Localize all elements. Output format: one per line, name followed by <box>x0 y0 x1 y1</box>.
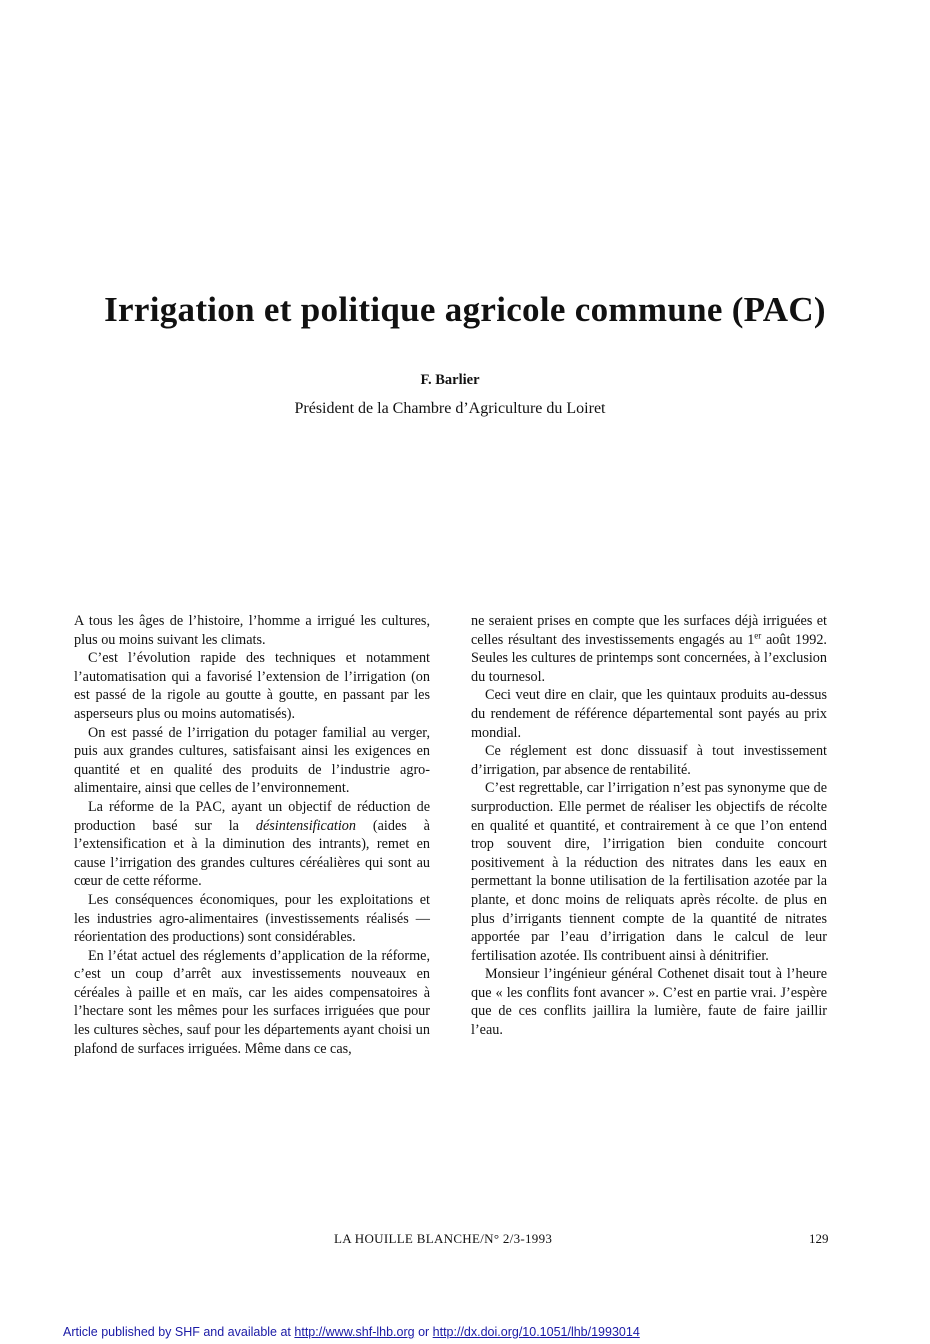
author-name: F. Barlier <box>420 372 480 388</box>
paragraph-text: (aides à l’extensification et à la diminution des intrants), remet en cause l’irrigation des grandes cultures céréalières qui sont au cœur de cette réforme. <box>74 817 430 890</box>
paragraph: Ceci veut dire en clair, que les quintaux produits au-dessus du rendement de référence départemental sont payés au prix mondial. <box>471 687 827 741</box>
superscript: er <box>754 629 762 640</box>
body-column-left <box>74 612 430 1058</box>
shf-lhb-link[interactable]: http://www.shf-lhb.org <box>294 1325 415 1339</box>
paragraph <box>74 798 430 891</box>
paragraph: Monsieur l’ingénieur général Cothenet disait tout à l’heure que « les conflits font avancer ». C’est en partie vrai. J’espère que de ces conflits jaillira la lumière, faute de faire jaillir l’eau. <box>471 966 827 1039</box>
paragraph: C’est l’évolution rapide des techniques et notamment l’automatisation qui a favorisé l’extension de l’irrigation (on est passé de la rigole au goutte à goutte, en passant par les asperseurs plus ou moins automatisés). <box>74 650 430 722</box>
credit-text: Article published by SHF and available at <box>63 1325 295 1339</box>
doi-link[interactable]: http://dx.doi.org/10.1051/lhb/1993014 <box>432 1325 640 1339</box>
emphasis-term: désintensification <box>255 817 356 834</box>
paragraph-text: ne seraient prises en compte que les surfaces déjà irriguées et celles résultant des investissements engagés au 1 <box>471 613 827 648</box>
paragraph <box>471 612 827 686</box>
paragraph: Ce réglement est donc dissuasif à tout investissement d’irrigation, par absence de rentabilité. <box>471 743 827 778</box>
page-number: 129 <box>809 1231 829 1246</box>
credit-text: or <box>414 1325 433 1339</box>
paragraph-text: août 1992. Seules les cultures de printemps sont concernées, à l’exclusion du tournesol. <box>471 631 827 685</box>
article-title: Irrigation et politique agricole commune (PAC) <box>104 290 826 329</box>
paragraph: C’est regrettable, car l’irrigation n’est pas synonyme que de surproduction. Elle permet de réaliser les objectifs de récolte en qualité et quantité, et contrairement à ce que l’on entend trop souvent dire, l’irrigation bien conduite concourt positivement à la réduction des nitrates dans les eaux en permettant la bonne utilisation de la fertilisation azotée par la plante, et donc moins de reliquats après récolte. de plus en plus d’irrigants tiennent compte de la quantité de nitrates apportée par l’eau d’irrigation dans le calcul de leur fertilisation azotée. Ils contribuent ainsi à dénitrifier. <box>471 780 827 964</box>
paragraph: En l’état actuel des réglements d’application de la réforme, c’est un coup d’arrêt aux investissements nouveaux en céréales à paille et en maïs, car les aides compensatoires à l’hectare sont les mêmes pour les surfaces irriguées que pour les cultures sèches, sauf pour les départements ayant choisi un plafond de surfaces irriguées. Même dans ce cas, <box>74 947 430 1057</box>
paragraph: On est passé de l’irrigation du potager familial au verger, puis aux grandes cultures, satisfaisant ainsi les exigences en quantité et en qualité des produits de l’industrie agro-alimentaire, ainsi que celles de l’environnement. <box>74 724 430 797</box>
journal-footer: LA HOUILLE BLANCHE/N° 2/3-1993 <box>334 1231 553 1246</box>
publisher-credit <box>63 1325 640 1339</box>
paragraph: A tous les âges de l’histoire, l’homme a irrigué les cultures, plus ou moins suivant les climats. <box>74 613 430 648</box>
author-affiliation: Président de la Chambre d’Agriculture du Loiret <box>294 400 606 417</box>
body-column-right <box>471 612 827 1040</box>
paragraph: Les conséquences économiques, pour les exploitations et les industries agro-alimentaires (investissements réalisés — réorientation des productions) sont considérables. <box>74 891 430 946</box>
paragraph-text: La réforme de la PAC, ayant un objectif de réduction de production basé sur la <box>74 798 430 834</box>
